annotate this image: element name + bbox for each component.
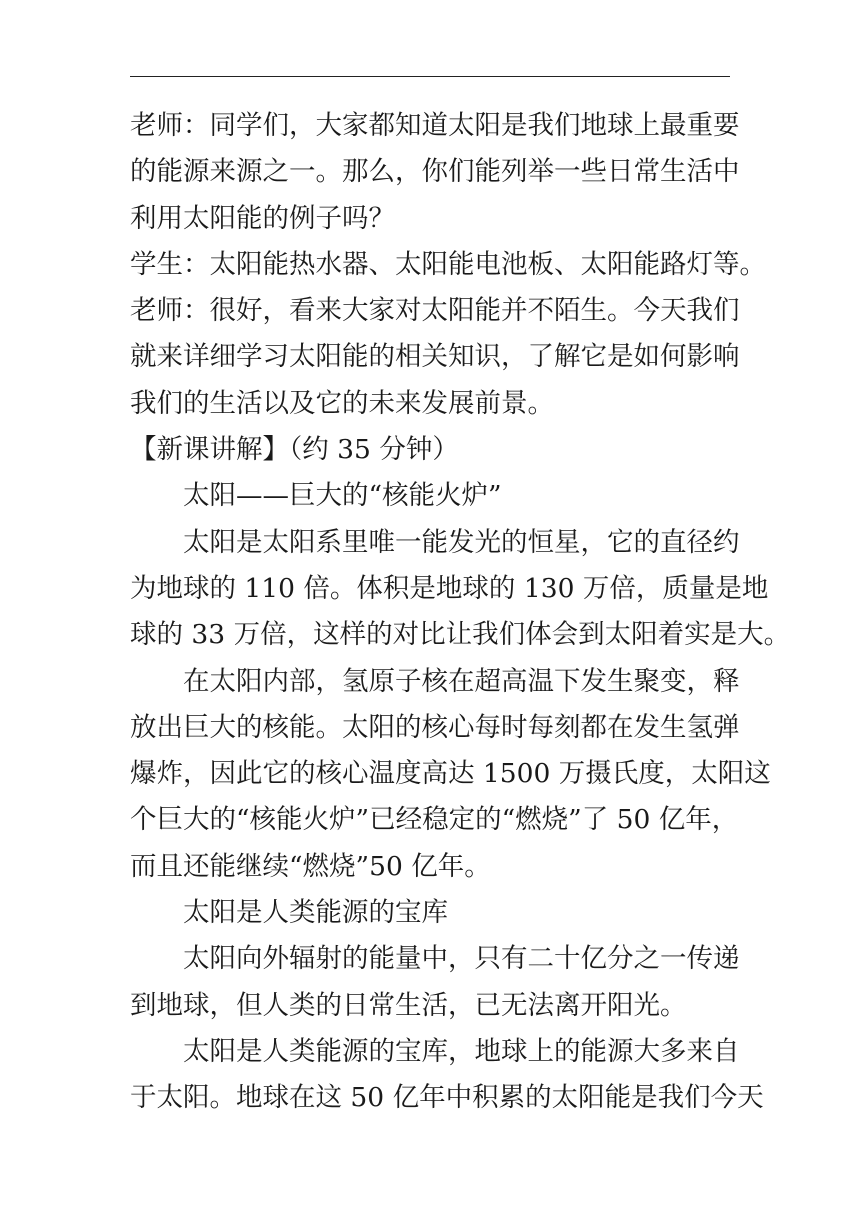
text-line: 老师：同学们，大家都知道太阳是我们地球上最重要 [130,110,740,141]
text-line: 在太阳内部，氢原子核在超高温下发生聚变，释 [183,665,740,697]
text-line: 太阳是人类能源的宝库，地球上的能源大多来自 [183,1035,740,1067]
text-line: 太阳是人类能源的宝库 [183,897,448,929]
document-body [130,103,791,1122]
text-line: 而且还能继续“燃烧”50 亿年。 [130,850,491,882]
text-line: 的能源来源之一。那么，你们能列举一些日常生活中 [130,156,740,188]
text-line: 球的 33 万倍，这样的对比让我们体会到太阳着实是大。 [130,619,791,651]
text-line: 我们的生活以及它的未来发展前景。 [130,387,554,419]
text-line: 个巨大的“核能火炉”已经稳定的“燃烧”了 50 亿年， [130,804,739,836]
text-line: 太阳——巨大的“核能火炉” [183,480,502,512]
text-line: 学生：太阳能热水器、太阳能电池板、太阳能路灯等。 [130,248,766,280]
text-line: 到地球，但人类的日常生活，已无法离开阳光。 [130,989,687,1021]
text-line: 老师：很好，看来大家对太阳能并不陌生。今天我们 [130,295,740,327]
text-line: 利用太阳能的例子吗？ [130,202,395,234]
text-line: 放出巨大的核能。太阳的核心每时每刻都在发生氢弹 [130,711,740,743]
header-rule [130,76,730,77]
text-line: 于太阳。地球在这 50 亿年中积累的太阳能是我们今天 [130,1082,764,1114]
text-line: 就来详细学习太阳能的相关知识，了解它是如何影响 [130,341,740,373]
text-line: 爆炸，因此它的核心温度高达 1500 万摄氏度，太阳这 [130,758,771,790]
text-line: 为地球的 110 倍。体积是地球的 130 万倍，质量是地 [130,572,769,604]
text-line: 太阳是太阳系里唯一能发光的恒星，它的直径约 [183,526,740,558]
text-line: 太阳向外辐射的能量中，只有二十亿分之一传递 [183,943,740,975]
text-line: 【新课讲解】（约 35 分钟） [130,434,459,466]
